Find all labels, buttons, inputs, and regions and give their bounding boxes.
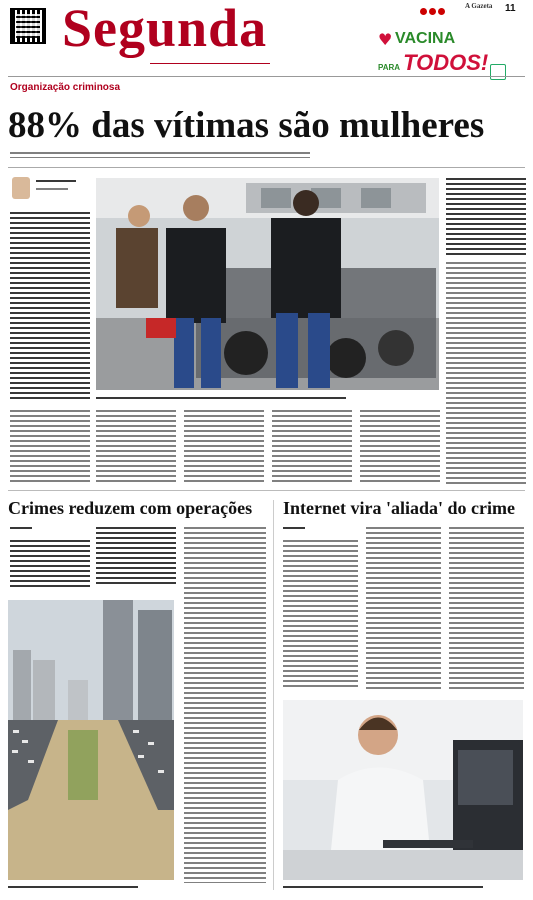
right-story-column-1 <box>283 540 358 690</box>
left-story-column-1 <box>10 540 90 590</box>
brand-dots-logo <box>420 2 447 20</box>
subheadline-text <box>10 152 310 158</box>
author-avatar <box>12 177 30 199</box>
masthead-divider <box>8 76 525 77</box>
article-column-right-a <box>446 178 526 258</box>
right-story-column-2 <box>366 527 441 690</box>
article-column-2 <box>96 410 176 485</box>
left-story-column-2 <box>96 527 176 587</box>
man-at-computer-photo <box>283 700 523 880</box>
man-photo-caption <box>283 886 483 890</box>
headline-divider <box>8 167 525 168</box>
article-column-1b <box>10 410 90 485</box>
campaign-small: PARA <box>378 63 401 72</box>
left-story-headline: Crimes reduzem com operações <box>8 498 253 518</box>
section-masthead: Segunda <box>62 0 268 58</box>
right-story-headline: Internet vira 'aliada' do crime <box>283 498 515 518</box>
campaign-line1: VACINA <box>395 30 456 47</box>
story-kicker: Organização criminosa <box>10 82 121 93</box>
campaign-todos: TODOS! <box>403 50 489 75</box>
article-column-right-b <box>446 262 526 484</box>
column-divider <box>273 500 274 890</box>
page-number: 11 <box>505 3 516 14</box>
article-column-3 <box>184 410 264 485</box>
police-operation-photo <box>96 178 439 390</box>
author-name <box>36 180 76 184</box>
heart-icon: ♥ <box>378 30 393 49</box>
masthead-rule <box>150 63 270 64</box>
right-story-byline <box>283 527 305 531</box>
left-story-byline <box>10 527 32 531</box>
article-column-4 <box>272 410 352 485</box>
city-aerial-photo <box>8 600 174 880</box>
author-role <box>36 188 68 192</box>
main-photo-caption <box>96 397 346 401</box>
campaign-line2 <box>378 50 488 76</box>
section-divider <box>8 490 525 491</box>
government-seal-icon <box>490 64 506 80</box>
article-column-1 <box>10 212 90 402</box>
article-column-5 <box>360 410 440 485</box>
left-story-column-3 <box>184 527 266 883</box>
city-photo-caption <box>8 886 138 890</box>
newspaper-name: A Gazeta <box>465 2 493 10</box>
qr-code <box>10 8 46 44</box>
main-headline: 88% das vítimas são mulheres <box>8 105 485 146</box>
right-story-column-3 <box>449 527 524 690</box>
